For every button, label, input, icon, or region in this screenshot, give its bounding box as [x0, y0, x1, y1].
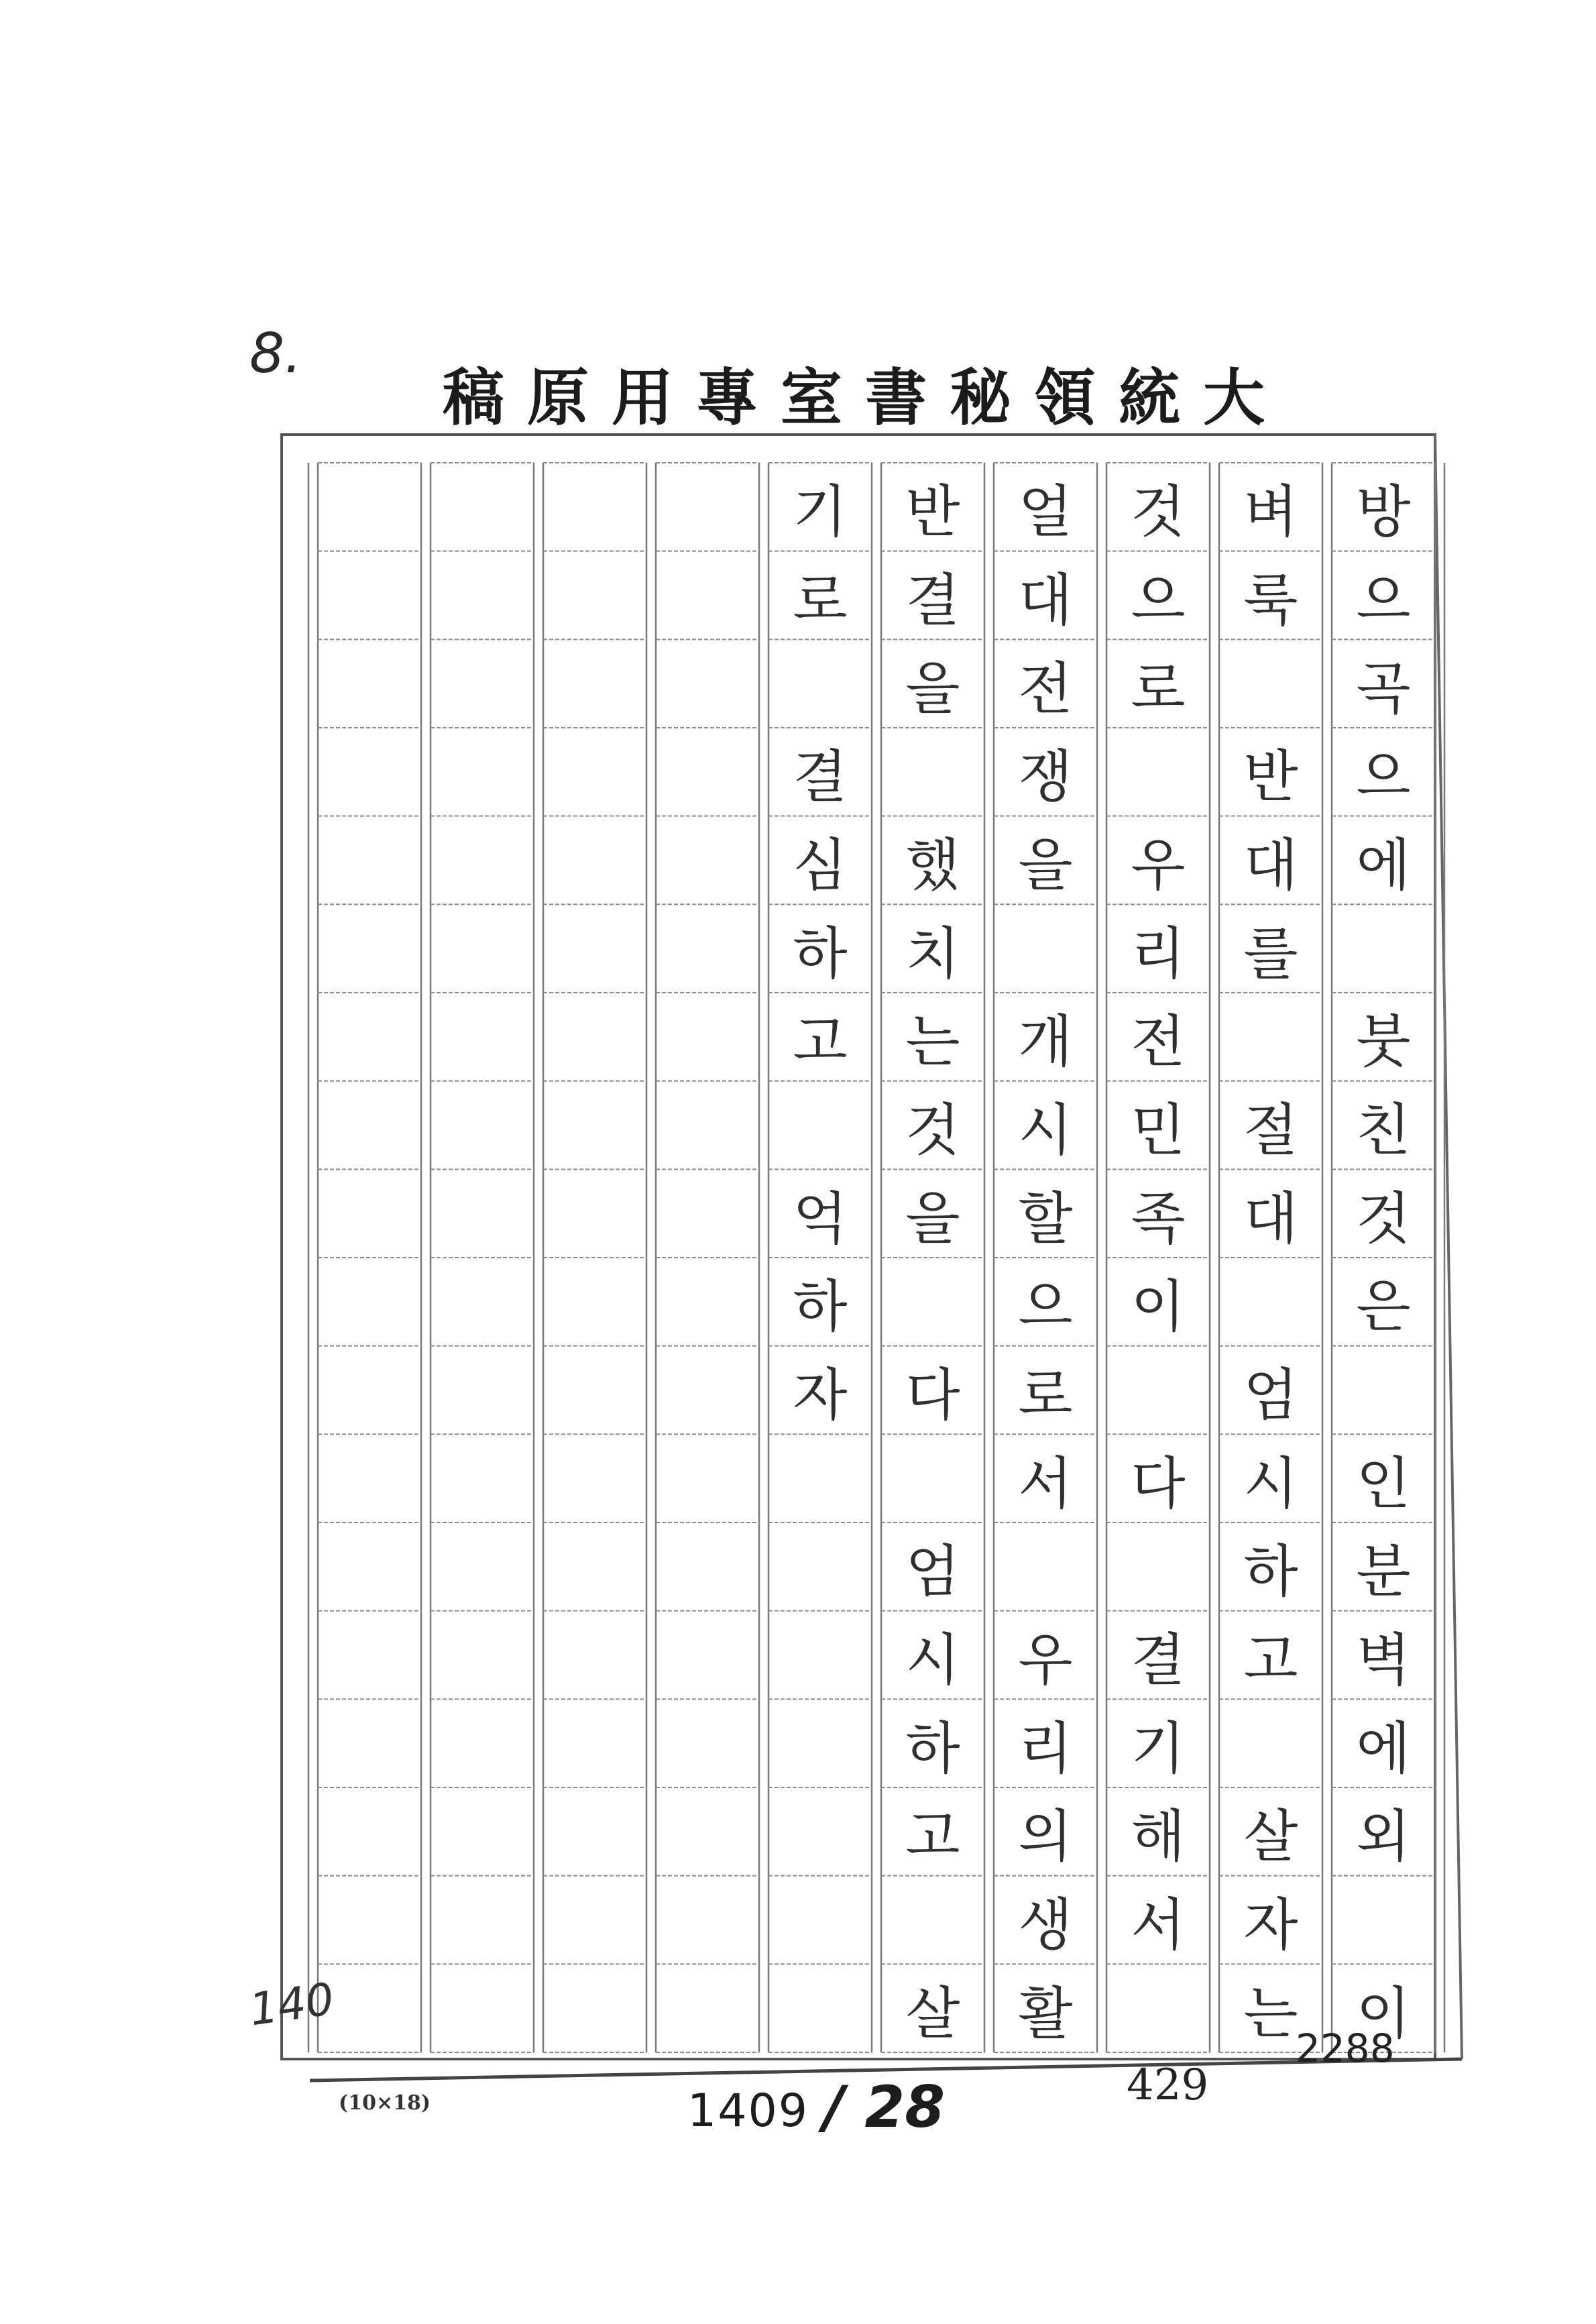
manuscript-cell: 대 [1243, 1185, 1298, 1252]
manuscript-cell: 벽 [1356, 1626, 1411, 1693]
manuscript-cell: 것 [905, 1097, 960, 1163]
manuscript-cell: 대 [1018, 567, 1073, 633]
manuscript-cell [771, 1703, 869, 1785]
manuscript-cell: 심 [793, 832, 848, 898]
manuscript-cell: 으 [1131, 567, 1186, 633]
stamp-number-right: 2288 [1296, 2026, 1395, 2071]
manuscript-cell: 인 [1356, 1450, 1411, 1516]
manuscript-cell: 고 [793, 1009, 848, 1075]
archive-stamp-number: 1409 [687, 2085, 809, 2138]
manuscript-cell: 으 [1356, 567, 1411, 633]
manuscript-cell: 하 [905, 1715, 960, 1781]
manuscript-cell: 기 [1131, 1715, 1186, 1781]
manuscript-cell: 하 [1243, 1539, 1298, 1605]
manuscript-cell: 에 [1356, 832, 1411, 898]
manuscript-cell [771, 643, 869, 725]
manuscript-cell: 벼 [1243, 479, 1298, 545]
manuscript-cell: 시 [1243, 1450, 1298, 1516]
manuscript-cell: 하 [793, 920, 848, 987]
manuscript-cell: 시 [1018, 1097, 1073, 1163]
manuscript-cell: 민 [1131, 1097, 1186, 1163]
manuscript-cell [771, 1968, 869, 2050]
manuscript-cell [771, 1085, 869, 1167]
manuscript-cell: 곡 [1356, 655, 1411, 722]
manuscript-cell: 붓 [1356, 1009, 1411, 1075]
manuscript-cell: 을 [905, 1185, 960, 1252]
manuscript-cell: 우 [1018, 1626, 1073, 1693]
manuscript-cell [996, 1527, 1094, 1608]
manuscript-cell: 하 [793, 1274, 848, 1340]
manuscript-cell: 자 [1243, 1891, 1298, 1958]
manuscript-cell: 고 [905, 1804, 960, 1870]
manuscript-cell: 으 [1356, 744, 1411, 810]
manuscript-cell [771, 1615, 869, 1697]
sheet-title: 稿原用專室書秘領統大 [443, 362, 1288, 434]
manuscript-cell: 얼 [1018, 479, 1073, 545]
manuscript-cell [771, 1527, 869, 1608]
manuscript-cell [1222, 997, 1320, 1078]
manuscript-cell: 이 [1356, 1980, 1411, 2046]
manuscript-cell: 엄 [1243, 1362, 1298, 1428]
manuscript-cell: 전 [1131, 1009, 1186, 1075]
manuscript-cell: 방 [1356, 479, 1411, 545]
manuscript-cell [1109, 732, 1207, 814]
manuscript-cell [1334, 1880, 1432, 1962]
manuscript-cell: 를 [1243, 920, 1298, 987]
manuscript-cell: 리 [1018, 1715, 1073, 1781]
manuscript-cell: 족 [1131, 1185, 1186, 1252]
manuscript-cell [771, 1791, 869, 1873]
manuscript-cell: 고 [1243, 1626, 1298, 1693]
manuscript-cell: 을 [1018, 832, 1073, 898]
paper-format-label: (10×18) [339, 2091, 431, 2115]
manuscript-cell: 할 [1018, 1185, 1073, 1252]
manuscript-cell: 로 [1018, 1362, 1073, 1428]
manuscript-cell [884, 1262, 982, 1343]
manuscript-cell: 살 [1243, 1804, 1298, 1870]
manuscript-cell: 엄 [905, 1539, 960, 1605]
manuscript-cell: 했 [905, 832, 960, 898]
manuscript-cell: 살 [905, 1980, 960, 2046]
handwritten-page-number: / 28 [823, 2074, 946, 2141]
manuscript-cell: 시 [905, 1626, 960, 1693]
manuscript-cell [884, 1880, 982, 1962]
manuscript-cell: 다 [1131, 1450, 1186, 1516]
manuscript-cell: 대 [1243, 832, 1298, 898]
manuscript-cell: 분 [1356, 1539, 1411, 1605]
manuscript-cell [884, 1438, 982, 1520]
manuscript-cell [1334, 1350, 1432, 1432]
manuscript-cell [1334, 908, 1432, 990]
manuscript-cell [771, 1880, 869, 1962]
manuscript-cell [1109, 1350, 1207, 1432]
manuscript-cell: 룩 [1243, 567, 1298, 633]
manuscript-cell: 해 [1131, 1804, 1186, 1870]
manuscript-cell [1222, 1262, 1320, 1343]
manuscript-cell: 쟁 [1018, 744, 1073, 810]
manuscript-cell [1222, 643, 1320, 725]
manuscript-cell: 결 [905, 567, 960, 633]
manuscript-cell: 을 [905, 655, 960, 722]
manuscript-cell: 반 [905, 479, 960, 545]
manuscript-cell [1109, 1968, 1207, 2050]
manuscript-cell: 것 [1356, 1185, 1411, 1252]
manuscript-cell: 친 [1356, 1097, 1411, 1163]
stamp-number-middle: 429 [1127, 2060, 1209, 2110]
manuscript-cell: 는 [905, 1009, 960, 1075]
manuscript-cell: 로 [793, 567, 848, 633]
manuscript-cell: 의 [1018, 1804, 1073, 1870]
manuscript-cell: 으 [1018, 1274, 1073, 1340]
manuscript-cell [1222, 1703, 1320, 1785]
manuscript-cell: 리 [1131, 920, 1186, 987]
manuscript-cell: 반 [1243, 744, 1298, 810]
manuscript-cell: 활 [1018, 1980, 1073, 2046]
manuscript-cell [1109, 1527, 1207, 1608]
manuscript-cell: 로 [1131, 655, 1186, 722]
manuscript-cell [884, 732, 982, 814]
margin-note: 140 [246, 1973, 337, 2036]
manuscript-cell: 억 [793, 1185, 848, 1252]
manuscript-cell: 서 [1131, 1891, 1186, 1958]
sheet-number: 8. [249, 322, 302, 386]
manuscript-cell: 자 [793, 1362, 848, 1428]
manuscript-cell [996, 908, 1094, 990]
manuscript-cell: 전 [1018, 655, 1073, 722]
manuscript-cell: 에 [1356, 1715, 1411, 1781]
manuscript-cell: 결 [1131, 1626, 1186, 1693]
manuscript-cell [771, 1438, 869, 1520]
manuscript-cell: 서 [1018, 1450, 1073, 1516]
manuscript-cell: 것 [1131, 479, 1186, 545]
manuscript-cell: 결 [793, 744, 848, 810]
manuscript-cell: 은 [1356, 1274, 1411, 1340]
grid-right-edge [1435, 435, 1462, 2059]
manuscript-cell: 우 [1131, 832, 1186, 898]
manuscript-cell: 는 [1243, 1980, 1298, 2046]
manuscript-cell: 치 [905, 920, 960, 987]
manuscript-cell: 이 [1131, 1274, 1186, 1340]
manuscript-cell: 절 [1243, 1097, 1298, 1163]
manuscript-cell: 기 [793, 479, 848, 545]
manuscript-cell: 외 [1356, 1804, 1411, 1870]
manuscript-cell: 다 [905, 1362, 960, 1428]
manuscript-cell: 생 [1018, 1891, 1073, 1958]
manuscript-cell: 개 [1018, 1009, 1073, 1075]
